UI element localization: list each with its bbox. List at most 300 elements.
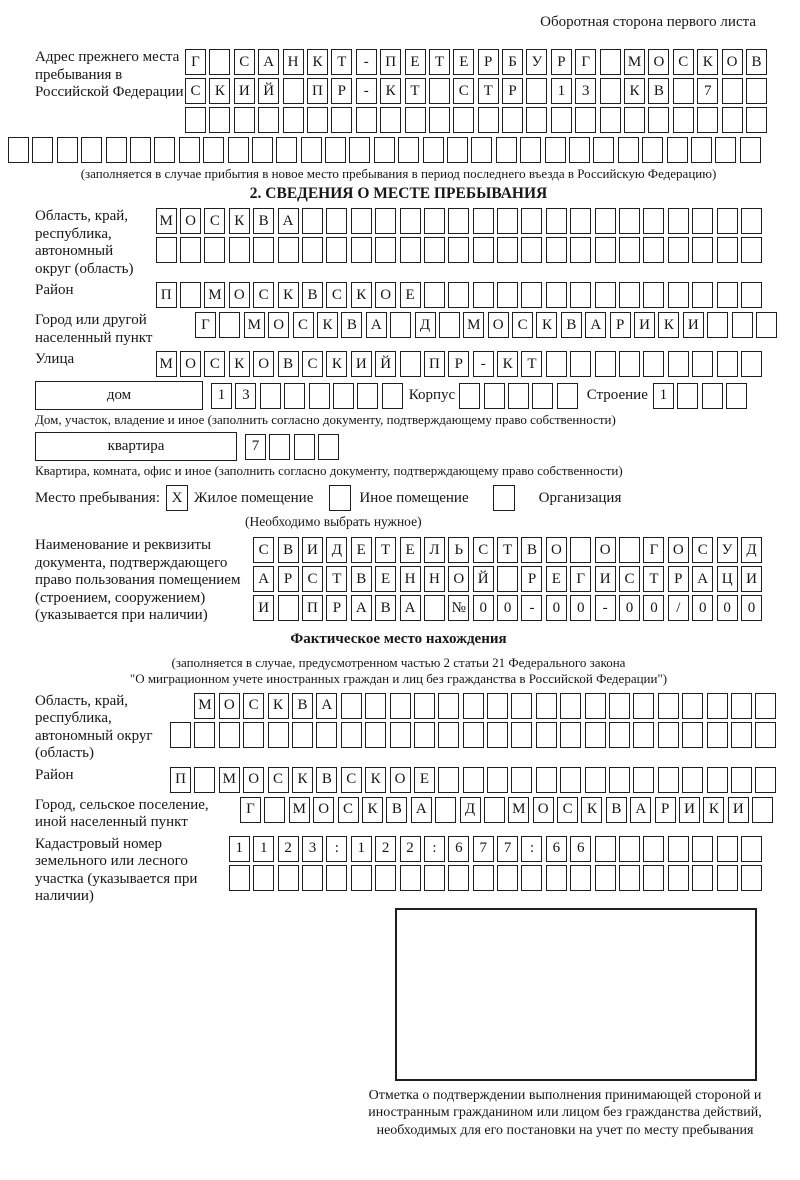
- char-cell: В: [316, 767, 337, 793]
- char-cell: [619, 282, 640, 308]
- char-cell: [463, 767, 484, 793]
- option-other-premises-label: Иное помещение: [359, 489, 469, 506]
- char-cell: [677, 383, 698, 409]
- char-cell: [658, 722, 679, 748]
- char-cell: Т: [521, 351, 542, 377]
- char-cell: [349, 137, 370, 163]
- char-cell: [619, 836, 640, 862]
- char-cell: [624, 107, 645, 133]
- char-cell: [180, 237, 201, 263]
- char-cell: [497, 237, 518, 263]
- char-cell: [609, 722, 630, 748]
- char-cell: [609, 767, 630, 793]
- char-cell: Т: [497, 537, 518, 563]
- char-cell: У: [526, 49, 547, 75]
- char-cell: И: [741, 566, 762, 592]
- char-cell: П: [170, 767, 191, 793]
- char-cell: А: [400, 595, 421, 621]
- char-cell: [536, 693, 557, 719]
- char-cell: Д: [415, 312, 436, 338]
- char-cell: [570, 865, 591, 891]
- char-cell: [429, 107, 450, 133]
- char-cell: [447, 137, 468, 163]
- char-cell: [595, 282, 616, 308]
- char-cell: [707, 312, 728, 338]
- char-cell: [448, 237, 469, 263]
- house-note: Дом, участок, владение и иное (заполнить согласно документу, подтверждающему право собственности): [35, 412, 616, 427]
- char-cell: В: [278, 537, 299, 563]
- char-cell: 0: [546, 595, 567, 621]
- char-cell: [643, 351, 664, 377]
- char-cell: Р: [502, 78, 523, 104]
- char-cell: [521, 865, 542, 891]
- char-cell: С: [185, 78, 206, 104]
- char-cell: [658, 693, 679, 719]
- char-cell: [726, 383, 747, 409]
- char-row: [229, 865, 762, 891]
- char-cell: [756, 312, 777, 338]
- char-cell: [609, 693, 630, 719]
- char-cell: [731, 693, 752, 719]
- char-cell: О: [180, 351, 201, 377]
- char-cell: [283, 107, 304, 133]
- char-cell: [520, 137, 541, 163]
- char-cell: П: [424, 351, 445, 377]
- char-cell: К: [624, 78, 645, 104]
- district-row: [35, 282, 762, 308]
- char-cell: О: [375, 282, 396, 308]
- char-cell: Й: [375, 351, 396, 377]
- char-cell: К: [497, 351, 518, 377]
- char-cell: К: [697, 49, 718, 75]
- char-cell: [497, 566, 518, 592]
- char-cell: М: [508, 797, 529, 823]
- registration-stamp-box: [395, 908, 757, 1081]
- char-cell: [302, 237, 323, 263]
- char-cell: М: [156, 208, 177, 234]
- char-cell: К: [326, 351, 347, 377]
- char-cell: [405, 107, 426, 133]
- char-cell: [209, 49, 230, 75]
- char-cell: В: [648, 78, 669, 104]
- district-label: Район: [35, 282, 74, 298]
- char-cell: 6: [546, 836, 567, 862]
- char-cell: Т: [429, 49, 450, 75]
- char-cell: М: [289, 797, 310, 823]
- char-cell: [234, 107, 255, 133]
- char-cell: [284, 383, 305, 409]
- char-cell: [643, 237, 664, 263]
- char-cell: [702, 383, 723, 409]
- char-cell: Р: [278, 566, 299, 592]
- char-cell: [341, 693, 362, 719]
- char-cell: [365, 693, 386, 719]
- char-cell: [668, 237, 689, 263]
- char-cell: [595, 237, 616, 263]
- char-cell: [453, 107, 474, 133]
- char-cell: [375, 208, 396, 234]
- char-cell: [400, 865, 421, 891]
- char-cell: [496, 137, 517, 163]
- char-cell: [668, 865, 689, 891]
- char-cell: [551, 107, 572, 133]
- char-cell: [707, 693, 728, 719]
- char-cell: [673, 107, 694, 133]
- char-cell: [502, 107, 523, 133]
- char-cell: [473, 208, 494, 234]
- char-cell: [390, 693, 411, 719]
- char-cell: [448, 865, 469, 891]
- char-cell: [691, 137, 712, 163]
- char-cell: И: [728, 797, 749, 823]
- actual-location-title: Фактическое место нахождения: [290, 630, 507, 647]
- char-cell: 3: [235, 383, 256, 409]
- char-cell: М: [463, 312, 484, 338]
- char-cell: 7: [245, 434, 266, 460]
- char-cell: [229, 865, 250, 891]
- char-cell: -: [473, 351, 494, 377]
- char-cell: Т: [643, 566, 664, 592]
- char-cell: [180, 282, 201, 308]
- char-cell: [341, 722, 362, 748]
- char-cell: [365, 722, 386, 748]
- char-cell: К: [380, 78, 401, 104]
- char-cell: [741, 836, 762, 862]
- document-rows: [253, 537, 762, 621]
- char-row: [194, 693, 776, 719]
- char-cell: [219, 312, 240, 338]
- char-cell: 0: [497, 595, 518, 621]
- char-cell: [278, 595, 299, 621]
- char-cell: В: [375, 595, 396, 621]
- char-cell: 1: [551, 78, 572, 104]
- char-cell: [546, 208, 567, 234]
- char-cell: [326, 865, 347, 891]
- char-cell: Т: [405, 78, 426, 104]
- char-row: [253, 566, 762, 592]
- char-cell: В: [351, 566, 372, 592]
- char-cell: М: [244, 312, 265, 338]
- char-cell: [521, 282, 542, 308]
- char-cell: 2: [375, 836, 396, 862]
- char-row: [229, 836, 762, 862]
- char-cell: [746, 78, 767, 104]
- char-cell: [325, 137, 346, 163]
- char-cell: В: [253, 208, 274, 234]
- char-cell: 2: [278, 836, 299, 862]
- char-cell: [497, 282, 518, 308]
- char-cell: [741, 208, 762, 234]
- char-cell: С: [253, 282, 274, 308]
- char-cell: С: [326, 282, 347, 308]
- char-cell: [424, 865, 445, 891]
- char-cell: [269, 434, 290, 460]
- char-cell: Е: [546, 566, 567, 592]
- apartment-row: [35, 432, 762, 461]
- char-cell: [331, 107, 352, 133]
- char-cell: [398, 137, 419, 163]
- char-row: [156, 351, 762, 377]
- char-cell: К: [703, 797, 724, 823]
- char-cell: 0: [643, 595, 664, 621]
- char-cell: [424, 595, 445, 621]
- document-label: Наименование и реквизиты документа, подтверждающего право пользования помещением (строением, сооружением) (указывается при наличии): [35, 537, 241, 623]
- char-cell: [668, 208, 689, 234]
- char-cell: С: [341, 767, 362, 793]
- char-cell: [264, 797, 285, 823]
- apartment-box: квартира: [35, 432, 237, 461]
- actual-location-note-line1: (заполняется в случае, предусмотренном частью 2 статьи 21 Федерального закона: [171, 654, 626, 670]
- char-cell: [375, 237, 396, 263]
- char-cell: В: [521, 537, 542, 563]
- char-cell: [667, 137, 688, 163]
- char-cell: [439, 312, 460, 338]
- char-cell: Е: [453, 49, 474, 75]
- char-cell: [546, 865, 567, 891]
- char-cell: К: [268, 693, 289, 719]
- char-cell: И: [253, 595, 274, 621]
- char-cell: О: [253, 351, 274, 377]
- char-cell: [194, 722, 215, 748]
- char-cell: [557, 383, 578, 409]
- char-cell: [560, 767, 581, 793]
- prev-address-rows: [185, 49, 767, 133]
- char-cell: [668, 282, 689, 308]
- char-cell: [633, 722, 654, 748]
- char-cell: [497, 208, 518, 234]
- char-cell: С: [557, 797, 578, 823]
- char-cell: [473, 865, 494, 891]
- char-cell: [351, 237, 372, 263]
- char-cell: О: [595, 537, 616, 563]
- checkbox-other-premises: [329, 485, 351, 511]
- section2-title: 2. СВЕДЕНИЯ О МЕСТЕ ПРЕБЫВАНИЯ: [249, 185, 548, 202]
- char-cell: В: [561, 312, 582, 338]
- char-row: [185, 78, 767, 104]
- option-residential-label: Жилое помещение: [194, 489, 314, 506]
- char-cell: [673, 78, 694, 104]
- char-cell: К: [209, 78, 230, 104]
- char-cell: Г: [643, 537, 664, 563]
- char-cell: С: [243, 693, 264, 719]
- char-cell: [382, 383, 403, 409]
- char-cell: С: [453, 78, 474, 104]
- char-cell: [219, 722, 240, 748]
- char-cell: [593, 137, 614, 163]
- char-cell: [668, 836, 689, 862]
- char-cell: [526, 78, 547, 104]
- char-cell: Т: [478, 78, 499, 104]
- char-cell: В: [341, 312, 362, 338]
- char-cell: 0: [692, 595, 713, 621]
- char-cell: [692, 237, 713, 263]
- char-cell: [278, 865, 299, 891]
- char-cell: [487, 693, 508, 719]
- char-cell: Ц: [717, 566, 738, 592]
- char-cell: К: [229, 208, 250, 234]
- char-cell: Р: [326, 595, 347, 621]
- char-cell: [619, 208, 640, 234]
- char-cell: [619, 865, 640, 891]
- char-cell: В: [746, 49, 767, 75]
- char-cell: [333, 383, 354, 409]
- char-cell: [717, 237, 738, 263]
- char-cell: [302, 865, 323, 891]
- char-cell: [356, 107, 377, 133]
- char-cell: Р: [478, 49, 499, 75]
- char-cell: [521, 237, 542, 263]
- cadastral-label: Кадастровый номер земельного или лесного участка (указывается при наличии): [35, 835, 198, 904]
- char-cell: [682, 722, 703, 748]
- char-row: [253, 595, 762, 621]
- char-cell: Р: [331, 78, 352, 104]
- char-cell: [595, 351, 616, 377]
- char-cell: -: [521, 595, 542, 621]
- char-cell: [228, 137, 249, 163]
- city-label: Город или другой населенный пункт: [35, 312, 153, 346]
- char-cell: К: [365, 767, 386, 793]
- char-cell: [463, 722, 484, 748]
- actual-region-block: [35, 693, 762, 763]
- char-cell: 2: [400, 836, 421, 862]
- char-cell: П: [302, 595, 323, 621]
- char-cell: [292, 722, 313, 748]
- char-cell: О: [229, 282, 250, 308]
- char-cell: [585, 693, 606, 719]
- char-cell: [618, 137, 639, 163]
- char-cell: И: [351, 351, 372, 377]
- char-cell: К: [292, 767, 313, 793]
- char-cell: 0: [717, 595, 738, 621]
- char-cell: [521, 208, 542, 234]
- char-cell: [252, 137, 273, 163]
- region-rows: [156, 208, 762, 263]
- char-cell: [438, 767, 459, 793]
- char-cell: Т: [331, 49, 352, 75]
- char-cell: [32, 137, 53, 163]
- char-cell: [429, 78, 450, 104]
- char-cell: -: [595, 595, 616, 621]
- char-cell: М: [219, 767, 240, 793]
- korpus-label: Корпус: [408, 387, 456, 403]
- region-block: [35, 208, 762, 278]
- char-cell: 0: [473, 595, 494, 621]
- char-cell: №: [448, 595, 469, 621]
- char-cell: У: [717, 537, 738, 563]
- char-cell: [619, 237, 640, 263]
- char-cell: Н: [283, 49, 304, 75]
- char-cell: [424, 237, 445, 263]
- char-cell: [741, 282, 762, 308]
- char-cell: [326, 208, 347, 234]
- char-cell: С: [512, 312, 533, 338]
- char-row: [170, 722, 776, 748]
- char-cell: 3: [575, 78, 596, 104]
- char-cell: Р: [448, 351, 469, 377]
- actual-city-row: [35, 797, 762, 832]
- char-cell: И: [234, 78, 255, 104]
- char-cell: В: [606, 797, 627, 823]
- char-cell: П: [307, 78, 328, 104]
- char-cell: [692, 208, 713, 234]
- char-cell: -: [356, 49, 377, 75]
- char-cell: [258, 107, 279, 133]
- char-cell: Т: [326, 566, 347, 592]
- char-row: [170, 767, 776, 793]
- char-cell: [722, 78, 743, 104]
- actual-region-label: Область, край, республика, автономный округ (область): [35, 692, 153, 761]
- char-cell: С: [253, 537, 274, 563]
- char-cell: [642, 137, 663, 163]
- house-number-cells: [211, 383, 403, 409]
- region-label: Область, край, республика, автономный округ (область): [35, 208, 134, 277]
- char-cell: 1: [653, 383, 674, 409]
- char-cell: [390, 312, 411, 338]
- char-cell: О: [390, 767, 411, 793]
- char-cell: [536, 722, 557, 748]
- char-cell: [585, 767, 606, 793]
- char-cell: [81, 137, 102, 163]
- char-cell: [253, 865, 274, 891]
- char-cell: [484, 383, 505, 409]
- stay-type-note: (Необходимо выбрать нужное): [245, 514, 422, 529]
- char-cell: [511, 722, 532, 748]
- actual-location-note-line2: "О миграционном учете иностранных граждан и лиц без гражданства в Российской Федерации"): [129, 670, 668, 686]
- document-block: [35, 537, 762, 625]
- house-row: [35, 381, 762, 410]
- char-cell: Л: [424, 537, 445, 563]
- char-cell: 3: [302, 836, 323, 862]
- char-cell: Е: [414, 767, 435, 793]
- char-cell: К: [278, 282, 299, 308]
- char-cell: К: [658, 312, 679, 338]
- char-cell: [511, 693, 532, 719]
- char-cell: [301, 137, 322, 163]
- char-cell: [487, 767, 508, 793]
- char-cell: [170, 722, 191, 748]
- char-cell: А: [630, 797, 651, 823]
- char-cell: 1: [229, 836, 250, 862]
- char-cell: [546, 282, 567, 308]
- char-cell: [448, 282, 469, 308]
- char-cell: А: [366, 312, 387, 338]
- char-cell: [570, 282, 591, 308]
- char-cell: К: [229, 351, 250, 377]
- char-cell: В: [302, 282, 323, 308]
- sheet-side-note: Оборотная сторона первого листа: [540, 14, 756, 30]
- char-cell: М: [194, 693, 215, 719]
- char-cell: [154, 137, 175, 163]
- prev-address-overflow-row: [8, 137, 762, 163]
- street-row: [35, 351, 762, 377]
- char-cell: [560, 722, 581, 748]
- char-cell: [57, 137, 78, 163]
- char-cell: [294, 434, 315, 460]
- char-cell: К: [307, 49, 328, 75]
- char-cell: [307, 107, 328, 133]
- char-cell: Р: [668, 566, 689, 592]
- char-cell: И: [679, 797, 700, 823]
- char-cell: С: [268, 767, 289, 793]
- char-cell: К: [351, 282, 372, 308]
- char-cell: [633, 767, 654, 793]
- char-cell: [532, 383, 553, 409]
- char-cell: М: [624, 49, 645, 75]
- char-cell: [357, 383, 378, 409]
- char-cell: П: [156, 282, 177, 308]
- char-cell: [414, 693, 435, 719]
- char-cell: А: [692, 566, 713, 592]
